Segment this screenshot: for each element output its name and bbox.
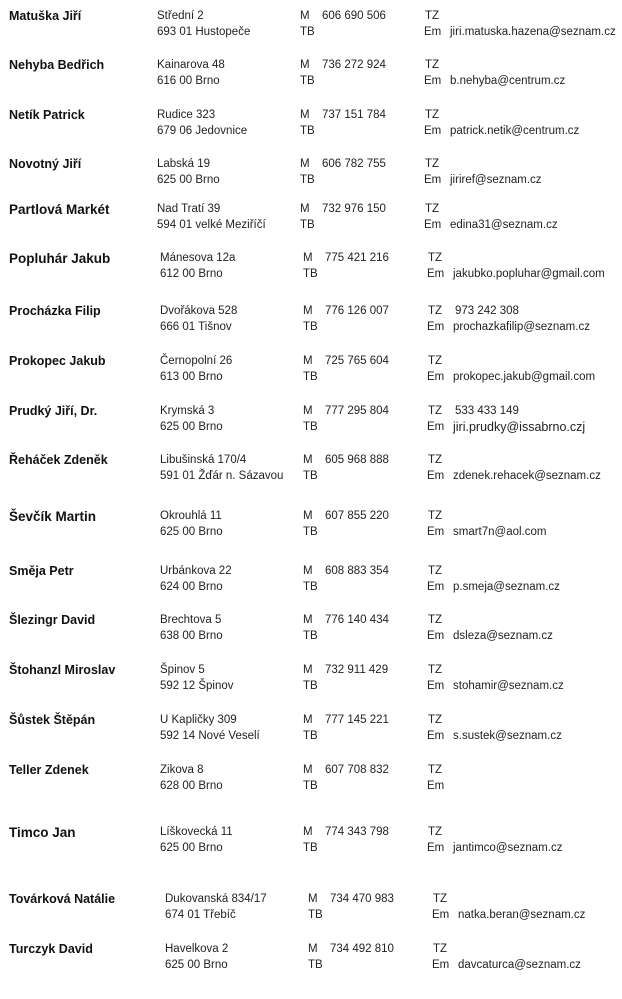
street-address: Havelkova 2 [165,943,229,955]
business-phone-label: TB [303,268,318,280]
mobile-number: 606 782 755 [322,158,386,170]
mobile-label: M [303,826,313,838]
postal-city: 674 01 Třebíč [165,909,236,921]
mobile-label: M [303,355,313,367]
business-phone-label: TB [303,321,318,333]
business-phone-label: TB [303,526,318,538]
street-address: Mánesova 12a [160,252,236,264]
email-address: stohamir@seznam.cz [453,680,564,692]
mobile-number: 725 765 604 [325,355,389,367]
email-label: Em [427,526,445,538]
contact-name: Štohanzl Miroslav [9,663,116,677]
business-phone-label: TB [300,75,315,87]
contact-name: Novotný Jiří [9,157,82,171]
home-phone-label: TZ [428,664,443,676]
home-phone-label: TZ [428,714,443,726]
email-label: Em [427,730,445,742]
contact-entry [0,825,622,865]
contact-name: Továrková Natálie [9,892,116,906]
home-phone-label: TZ [428,252,443,264]
business-phone-label: TB [303,371,318,383]
email-label: Em [424,26,442,38]
email-label: Em [427,421,445,433]
contact-entry [0,763,622,803]
street-address: Krymská 3 [160,405,215,417]
home-phone-label: TZ [425,203,440,215]
mobile-label: M [303,305,313,317]
home-phone-label: TZ [433,943,448,955]
mobile-number: 777 295 804 [325,405,389,417]
postal-city: 625 00 Brno [157,174,220,186]
mobile-label: M [300,158,310,170]
mobile-number: 776 140 434 [325,614,389,626]
mobile-label: M [303,405,313,417]
email-label: Em [424,219,442,231]
contact-entry [0,157,622,197]
email-address: jiriref@seznam.cz [450,174,542,186]
home-phone-label: TZ [428,565,443,577]
contact-name: Procházka Filip [9,304,101,318]
postal-city: 616 00 Brno [157,75,220,87]
mobile-number: 777 145 221 [325,714,389,726]
email-address: jiri.prudky@issabrno.czj [453,420,586,434]
home-phone-label: TZ [428,305,443,317]
email-label: Em [427,321,445,333]
email-address: b.nehyba@centrum.cz [450,75,566,87]
business-phone-label: TB [303,630,318,642]
contact-entry [0,404,622,444]
home-phone-label: TZ [428,614,443,626]
postal-city: 666 01 Tišnov [160,321,232,333]
street-address: Kainarova 48 [157,59,225,71]
street-address: Zikova 8 [160,764,204,776]
email-address: prokopec.jakub@gmail.com [453,371,596,383]
business-phone-label: TB [303,680,318,692]
contact-entry [0,354,622,394]
mobile-label: M [303,454,313,466]
home-phone-label: TZ [428,826,443,838]
contact-name: Popluhár Jakub [9,251,111,266]
contact-name: Nehyba Bedřich [9,58,105,72]
mobile-label: M [300,109,310,121]
contact-name: Turczyk David [9,942,93,956]
mobile-number: 608 883 354 [325,565,389,577]
home-phone-number: 533 433 149 [455,405,519,417]
business-phone-label: TB [300,26,315,38]
contact-name: Šůstek Štěpán [9,713,96,727]
home-phone-label: TZ [428,510,443,522]
postal-city: 638 00 Brno [160,630,223,642]
business-phone-label: TB [303,780,318,792]
mobile-label: M [303,252,313,264]
postal-city: 628 00 Brno [160,780,223,792]
mobile-label: M [303,764,313,776]
business-phone-label: TB [300,125,315,137]
mobile-number: 607 708 832 [325,764,389,776]
street-address: Černopolní 26 [160,355,233,367]
contact-entry [0,304,622,344]
mobile-number: 732 976 150 [322,203,386,215]
street-address: Dukovanská 834/17 [165,893,267,905]
email-label: Em [427,780,445,792]
email-address: zdenek.rehacek@seznam.cz [453,470,601,482]
contact-name: Prudký Jiří, Dr. [9,404,98,418]
home-phone-label: TZ [425,158,440,170]
email-address: davcaturca@seznam.cz [458,959,581,971]
postal-city: 625 00 Brno [165,959,228,971]
email-address: jantimco@seznam.cz [453,842,563,854]
home-phone-label: TZ [425,59,440,71]
mobile-number: 737 151 784 [322,109,386,121]
contact-entry [0,663,622,703]
mobile-label: M [308,943,318,955]
street-address: Líškovecká 11 [160,826,233,838]
home-phone-label: TZ [428,355,443,367]
postal-city: 625 00 Brno [160,421,223,433]
postal-city: 591 01 Žďár n. Sázavou [160,470,284,482]
contact-entry [0,108,622,148]
postal-city: 613 00 Brno [160,371,223,383]
mobile-label: M [303,664,313,676]
contact-name: Timco Jan [9,825,76,840]
mobile-number: 736 272 924 [322,59,386,71]
home-phone-label: TZ [428,405,443,417]
contact-entry [0,509,622,549]
email-label: Em [427,268,445,280]
mobile-label: M [300,203,310,215]
home-phone-label: TZ [428,764,443,776]
postal-city: 592 12 Špinov [160,680,234,692]
mobile-label: M [303,510,313,522]
contact-name: Partlová Markét [9,202,110,217]
street-address: Rudice 323 [157,109,216,121]
street-address: Špinov 5 [160,664,205,676]
email-label: Em [427,630,445,642]
contact-name: Ševčík Martin [9,509,97,524]
home-phone-label: TZ [428,454,443,466]
email-address: s.sustek@seznam.cz [453,730,562,742]
business-phone-label: TB [303,730,318,742]
mobile-number: 734 492 810 [330,943,394,955]
contact-name: Prokopec Jakub [9,354,106,368]
postal-city: 592 14 Nové Veselí [160,730,260,742]
street-address: Brechtova 5 [160,614,222,626]
email-address: dsleza@seznam.cz [453,630,553,642]
business-phone-label: TB [303,421,318,433]
mobile-label: M [300,10,310,22]
email-address: edina31@seznam.cz [450,219,558,231]
mobile-label: M [308,893,318,905]
business-phone-label: TB [303,581,318,593]
business-phone-label: TB [300,219,315,231]
home-phone-label: TZ [433,893,448,905]
mobile-number: 774 343 798 [325,826,389,838]
email-label: Em [432,959,450,971]
mobile-number: 605 968 888 [325,454,389,466]
mobile-number: 776 126 007 [325,305,389,317]
email-address: patrick.netik@centrum.cz [450,125,580,137]
contact-name: Teller Zdenek [9,763,89,777]
street-address: Libušinská 170/4 [160,454,247,466]
contact-entry [0,892,622,932]
street-address: Nad Tratí 39 [157,203,221,215]
postal-city: 612 00 Brno [160,268,223,280]
contact-name: Řeháček Zdeněk [9,453,108,467]
mobile-label: M [303,565,313,577]
email-address: smart7n@aol.com [453,526,547,538]
email-label: Em [427,842,445,854]
mobile-label: M [300,59,310,71]
contact-name: Matuška Jiří [9,9,82,23]
contact-entry [0,251,622,291]
business-phone-label: TB [300,174,315,186]
street-address: Okrouhlá 11 [160,510,222,522]
email-label: Em [424,125,442,137]
email-label: Em [424,174,442,186]
postal-city: 625 00 Brno [160,526,223,538]
postal-city: 594 01 velké Meziříčí [157,219,266,231]
contact-entry [0,453,622,493]
street-address: Střední 2 [157,10,204,22]
street-address: Dvořákova 528 [160,305,238,317]
home-phone-label: TZ [425,109,440,121]
email-label: Em [432,909,450,921]
contact-entry [0,202,622,242]
email-label: Em [427,581,445,593]
business-phone-label: TB [303,470,318,482]
email-address: prochazkafilip@seznam.cz [453,321,590,333]
contact-entry [0,613,622,653]
postal-city: 679 06 Jedovnice [157,125,248,137]
mobile-number: 775 421 216 [325,252,389,264]
street-address: Labská 19 [157,158,211,170]
mobile-label: M [303,614,313,626]
street-address: U Kapličky 309 [160,714,237,726]
business-phone-label: TB [308,959,323,971]
email-label: Em [427,371,445,383]
street-address: Urbánkova 22 [160,565,232,577]
mobile-label: M [303,714,313,726]
email-label: Em [427,470,445,482]
email-address: jakubko.popluhar@gmail.com [453,268,605,280]
business-phone-label: TB [303,842,318,854]
contact-name: Směja Petr [9,564,74,578]
email-address: p.smeja@seznam.cz [453,581,560,593]
email-label: Em [427,680,445,692]
business-phone-label: TB [308,909,323,921]
mobile-number: 734 470 983 [330,893,394,905]
email-label: Em [424,75,442,87]
contact-name: Šlezingr David [9,613,96,627]
mobile-number: 607 855 220 [325,510,389,522]
contact-name: Netík Patrick [9,108,85,122]
contact-entry [0,564,622,604]
postal-city: 625 00 Brno [160,842,223,854]
home-phone-label: TZ [425,10,440,22]
contact-entry [0,58,622,98]
postal-city: 693 01 Hustopeče [157,26,251,38]
contact-entry [0,9,622,49]
mobile-number: 732 911 429 [325,664,389,676]
email-address: natka.beran@seznam.cz [458,909,586,921]
contact-entry [0,942,622,982]
home-phone-number: 973 242 308 [455,305,519,317]
postal-city: 624 00 Brno [160,581,223,593]
email-address: jiri.matuska.hazena@seznam.cz [450,26,616,38]
contact-entry [0,713,622,753]
mobile-number: 606 690 506 [322,10,386,22]
